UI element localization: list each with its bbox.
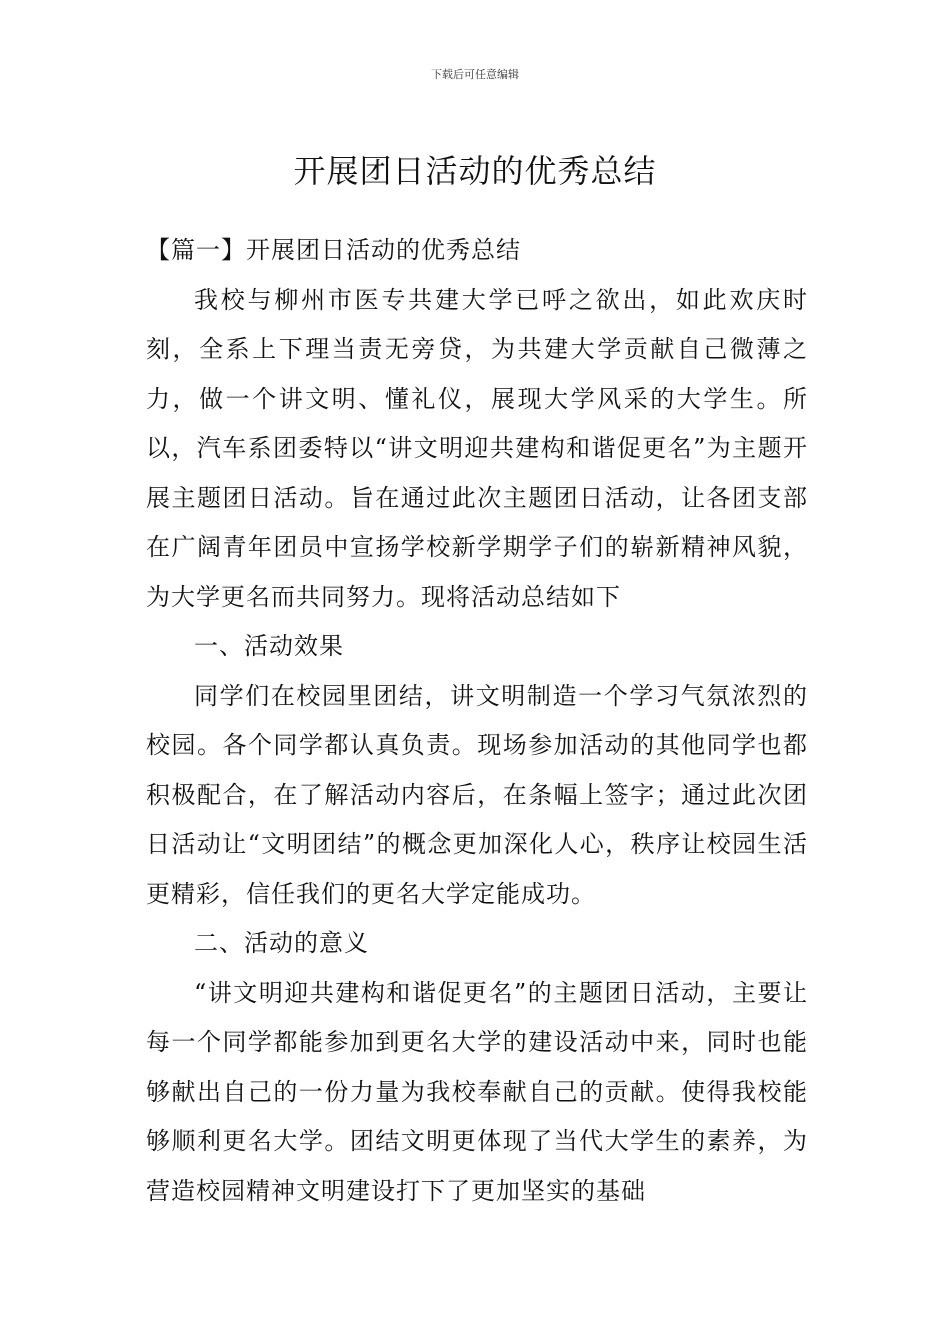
paragraph-intro: 我校与柳州市医专共建大学已呼之欲出，如此欢庆时刻，全系上下理当责无旁贷，为共建大学贡献自己微薄之力，做一个讲文明、懂礼仪，展现大学风采的大学生。所以，汽车系团委特以“讲文明迎共建构和谐促更名”为主题开展主题团日活动。旨在通过此次主题团日活动，让各团支部在广阔青年团员中宣扬学校新学期学子们的崭新精神风貌，为大学更名而共同努力。现将活动总结如下 [146, 285, 808, 611]
section-heading: 【篇一】开展团日活动的优秀总结 [146, 236, 521, 264]
subheading-activity-meaning: 二、活动的意义 [194, 929, 369, 957]
paragraph-activity-meaning: “讲文明迎共建构和谐促更名”的主题团日活动，主要让每一个同学都能参加到更名大学的建设活动中来，同时也能够献出自己的一份力量为我校奉献自己的贡献。使得我校能够顺利更名大学。团结文明更体现了当代大学生的素养，为营造校园精神文明建设打下了更加坚实的基础 [146, 978, 808, 1205]
document-title: 开展团日活动的优秀总结 [293, 152, 657, 191]
document-body [146, 226, 808, 1216]
paragraph-activity-effect: 同学们在校园里团结，讲文明制造一个学习气氛浓烈的校园。各个同学都认真负责。现场参加活动的其他同学也都积极配合，在了解活动内容后，在条幅上签字；通过此次团日活动让“文明团结”的概念更加深化人心，秩序让校园生活更精彩，信任我们的更名大学定能成功。 [146, 681, 808, 908]
header-note: 下载后可任意编辑 [431, 68, 519, 81]
subheading-activity-effect: 一、活动效果 [194, 632, 344, 660]
